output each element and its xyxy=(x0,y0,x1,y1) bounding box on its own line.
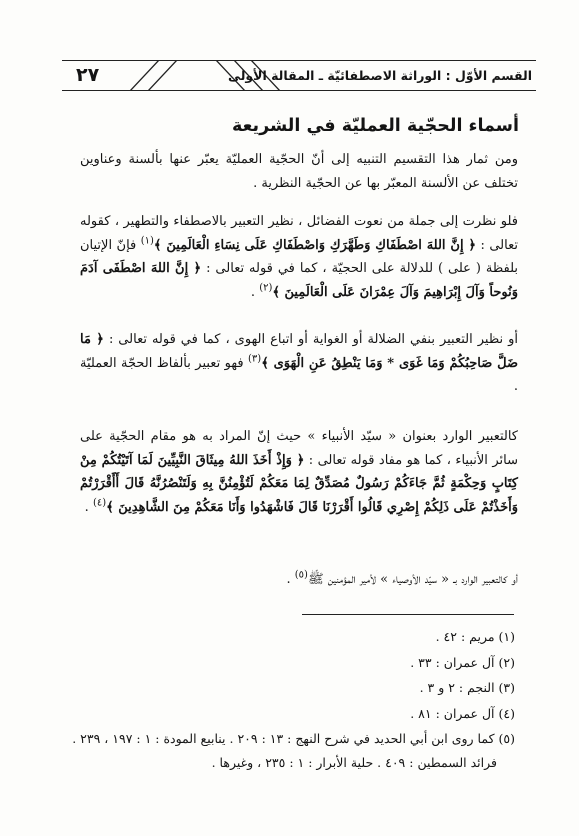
footnote: (٣) النجم : ٢ و ٣ . xyxy=(419,680,515,695)
footnote-separator xyxy=(302,614,514,615)
footnote-continuation: فرائد السمطين : ٤٠٩ . حلية الأبرار : ١ : ٢٣٥ ، وغيرها . xyxy=(211,754,497,770)
page-header xyxy=(62,60,536,92)
footnote-ref: (٣) xyxy=(248,353,262,365)
paragraph-text: كالتعبير الوارد بعنوان « سيّد الأنبياء » حيث إنّ المراد به هو مقام الحجّية على سائر الأنبياء ، كما هو مفاد قوله تعالى : xyxy=(80,429,518,468)
quran-quote: ﴿ إِنَّ اللهَ اصْطَفَى آدَمَ وَنُوحاً وَآلَ إِبْرَاهِيمَ وَآلَ عِمْرَانَ عَلَى الْعَالَمِينَ ﴾ xyxy=(80,261,518,300)
paragraph-3 xyxy=(80,328,518,399)
paragraph-text: أو نظير التعبير بنفي الضلالة أو الغواية أو اتباع الهوى ، كما في قوله تعالى : xyxy=(108,332,518,347)
paragraph-2 xyxy=(80,210,518,304)
quran-quote: ﴿ مَا ضَلَّ صَاحِبُكُمْ وَمَا غَوَى * وَمَا يَنْطِقُ عَنِ الْهَوَى ﴾ xyxy=(80,332,518,371)
paragraph-1 xyxy=(80,148,518,195)
punctuation: . xyxy=(250,284,256,300)
footnotes xyxy=(70,624,515,774)
footnote-ref: (٤) xyxy=(92,497,107,509)
punctuation: . xyxy=(286,572,291,587)
paragraph-4 xyxy=(80,425,518,519)
footnote: (٤) آل عمران : ٨١ . xyxy=(410,705,515,721)
paragraph-text: فلو نظرت إلى جملة من نعوت الفضائل ، نظير التعبير بالاصطفاء والتطهير ، كقوله تعالى : xyxy=(80,214,518,253)
paragraph-text: فإنّ الإتيان بلفظة ( على ) للدلالة على الحجيّة ، كما في قوله تعالى : xyxy=(80,237,518,276)
paragraph-5 xyxy=(80,568,518,592)
footnote-ref: (٢) xyxy=(259,282,273,294)
paragraph-text: أو كالتعبير الوارد بـ « سيّد الأوصياء » لأمير المؤمنين ﷺ xyxy=(307,572,518,587)
footnote: (٢) آل عمران : ٣٣ . xyxy=(410,654,515,670)
footnote-ref: (٥) xyxy=(294,569,308,581)
paragraph-text: فهو تعبير بألفاظ الحجّة العمليّة . xyxy=(80,355,518,394)
running-title: القسم الأوّل : الوراثة الاصطفائيّة ـ المقالة الأولى xyxy=(228,68,532,83)
quran-quote: ﴿ إِنَّ اللهَ اصْطَفَاكِ وَطَهَّرَكِ وَاصْطَفَاكِ عَلَى نِسَاءِ الْعَالَمِينَ ﴾ xyxy=(153,237,477,253)
section-title: أسماء الحجّية العمليّة في الشريعة xyxy=(232,116,519,136)
footnote: (٥) كما روى ابن أبي الحديد في شرح النهج : ١٣ : ٢٠٩ . ينابيع المودة : ١ : ١٩٧ ، ٢٣٩ . xyxy=(72,731,515,746)
quran-quote: ﴿ وَإِذْ أَخَذَ اللهُ مِيثَاقَ النَّبِيِّينَ لَمَا آتَيْتُكُمْ مِنْ كِتَابٍ وَحِكْمَةٍ ثُمَّ جَاءَكُمْ رَسُولٌ مُصَدِّقٌ لِمَا مَعَكُمْ لَتُؤْمِنُنَّ بِهِ وَلَتَنْصُرُنَّهُ قَالَ أَأَقْرَرْتُمْ وَأَخَذْتُمْ عَلَى ذَلِكُمْ إِصْرِي قَالُوا أَقْرَرْنَا قَالَ فَاشْهَدُوا وَأَنَا مَعَكُمْ مِنَ الشَّاهِدِينَ ﴾ xyxy=(80,452,518,515)
paragraph-text: ومن ثمار هذا التقسيم التنبيه إلى أنّ الحجّية العمليّة يعبّر عنها بألسنة وعناوين تختلف عن الألسنة المعبّر بها عن الحجّية النظرية . xyxy=(80,152,518,191)
footnote-ref: (١) xyxy=(140,235,154,247)
page-number: ٢٧ xyxy=(76,64,100,86)
footnote: (١) مريم : ٤٢ . xyxy=(435,629,515,644)
punctuation: . xyxy=(84,499,89,515)
